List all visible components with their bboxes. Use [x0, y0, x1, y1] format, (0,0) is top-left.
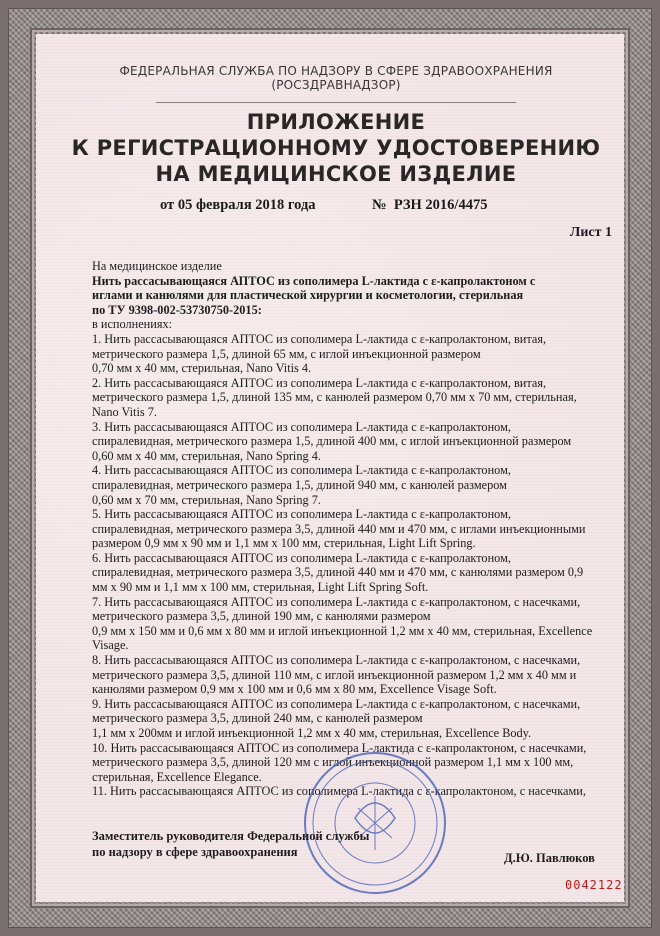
variant-item-line: 11. Нить рассасывающаяся АПТОС из сополимера L-лактида с ε-капролактоном, с насечками, — [92, 784, 586, 799]
variants-label: в исполнениях: — [92, 317, 173, 332]
variant-item-line: спиралевидная, метрического размера 3,5, длиной 440 мм и 470 мм, с иглами инъекционными — [92, 521, 586, 536]
header-divider — [156, 102, 516, 103]
registration-number — [372, 197, 487, 214]
variant-item-line: метрического размера 3,5, длиной 190 мм, с канюлями размером — [92, 609, 431, 624]
variant-item-line: мм х 90 мм и 1,1 мм х 100 мм, стерильная, Light Lift Spring Soft. — [92, 580, 429, 595]
title-line-3: НА МЕДИЦИНСКОЕ ИЗДЕЛИЕ — [155, 162, 517, 186]
official-seal — [300, 748, 450, 898]
sheet-value: 1 — [605, 225, 612, 240]
sheet-label: Лист — [569, 225, 602, 240]
sheet-number — [56, 225, 616, 241]
variant-item-line: 5. Нить рассасывающаяся АПТОС из сополимера L-лактида с ε-капролактоном, — [92, 507, 511, 522]
signatory-name: Д.Ю. Павлюков — [504, 851, 595, 865]
variant-item — [92, 507, 620, 551]
variant-item-line: 0,9 мм х 150 мм и 0,6 мм х 80 мм и иглой инъекционной 1,2 мм х 40 мм, стерильная, Excellence — [92, 623, 593, 638]
date-label: от — [160, 197, 175, 213]
variant-item-line: 1. Нить рассасывающаяся АПТОС из сополимера L-лактида с ε-капролактоном, витая, — [92, 331, 547, 346]
issue-date — [160, 197, 316, 214]
reg-label: № — [372, 197, 387, 213]
variant-item-line: 4. Нить рассасывающаяся АПТОС из сополимера L-лактида с ε-капролактоном, — [92, 463, 511, 478]
variant-item-line: 1,1 мм х 200мм и иглой инъекционной 1,2 мм х 40 мм, стерильная, Excellence Body. — [92, 726, 532, 740]
signature-block — [92, 828, 632, 865]
variant-item — [92, 463, 620, 507]
variants-list — [92, 332, 620, 799]
product-name-line-2: иглами и канюлями для пластической хирургии и косметологии, стерильная — [92, 288, 524, 303]
variant-item — [92, 420, 620, 464]
variant-item-line: метрического размера 3,5, длиной 120 мм с иглой инъекционной размером 1,1 мм х 100 мм, — [92, 755, 574, 770]
variant-item — [92, 653, 620, 697]
signatory-title-line-1: Заместитель руководителя Федеральной службы — [92, 829, 370, 843]
variant-item-line: 0,60 мм х 40 мм, стерильная, Nano Spring 4. — [92, 448, 321, 463]
intro-text: На медицинское изделие — [92, 259, 222, 273]
reg-value: РЗН 2016/4475 — [393, 197, 488, 213]
variant-item — [92, 376, 620, 420]
variant-item-line: 7. Нить рассасывающаяся АПТОС из сополимера L-лактида с ε-капролактоном, с насечками, — [92, 594, 581, 609]
serial-number: 0042122 — [565, 878, 623, 892]
variant-item — [92, 551, 620, 595]
variant-item-line: канюлями размером 0,9 мм х 100 мм и 0,6 мм х 80 мм, Excellence Visage Soft. — [92, 682, 497, 697]
variant-item-line: 6. Нить рассасывающаяся АПТОС из сополимера L-лактида с ε-капролактоном, — [92, 550, 511, 565]
product-name-line-1: Нить рассасывающаяся АПТОС из сополимера L-лактида с ε-капролактоном с — [92, 273, 536, 288]
product-name-line-3: по ТУ 9398-002-53730750-2015: — [92, 302, 262, 317]
variant-item-line: Visage. — [92, 638, 129, 653]
document-body — [92, 259, 620, 799]
document-title — [56, 109, 616, 187]
variant-item-line: метрического размера 3,5, длиной 240 мм, с канюлей размером — [92, 711, 423, 726]
variant-item-line: метрического размера 1,5, длиной 135 мм, с канюлей размером 0,70 мм х 70 мм, стерильная, — [92, 390, 577, 405]
variant-item-line: 8. Нить рассасывающаяся АПТОС из сополимера L-лактида с ε-капролактоном, с насечками, — [92, 653, 581, 668]
variant-item-line: спиралевидная, метрического размера 3,5, длиной 440 мм и 470 мм, с канюлями размером 0,9 — [92, 565, 584, 580]
agency-abbreviation: (РОСЗДРАВНАДЗОР) — [271, 78, 401, 92]
agency-name: ФЕДЕРАЛЬНАЯ СЛУЖБА ПО НАДЗОРУ В СФЕРЕ ЗДРАВООХРАНЕНИЯ — [119, 64, 553, 78]
document-content — [56, 64, 616, 799]
title-line-1: ПРИЛОЖЕНИЕ — [246, 110, 426, 134]
variant-item-line: спиралевидная, метрического размера 1,5, длиной 940 мм, с канюлей размером — [92, 477, 507, 492]
variant-item-line: 10. Нить рассасывающаяся АПТОС из сополимера L-лактида с ε-капролактоном, с насечками, — [92, 740, 587, 755]
signatory-title-line-2: по надзору в сфере здравоохранения — [92, 845, 298, 859]
variant-item-line: 3. Нить рассасывающаяся АПТОС из сополимера L-лактида с ε-капролактоном, — [92, 419, 511, 434]
variant-item-line: метрического размера 1,5, длиной 65 мм, с иглой инъекционной размером — [92, 346, 481, 361]
variant-item — [92, 595, 620, 653]
variant-item-line: Nano Vitis 7. — [92, 404, 157, 419]
variant-item-line: стерильная, Excellence Elegance. — [92, 769, 262, 784]
variant-item-line: 9. Нить рассасывающаяся АПТОС из сополимера L-лактида с ε-капролактоном, с насечками, — [92, 696, 581, 711]
variant-item-line: спиралевидная, метрического размера 1,5, длиной 400 мм, с иглой инъекционной размером — [92, 434, 572, 449]
date-registration-row — [56, 197, 616, 219]
variant-item — [92, 332, 620, 376]
title-line-2: К РЕГИСТРАЦИОННОМУ УДОСТОВЕРЕНИЮ — [71, 136, 601, 160]
variant-item-line: метрического размера 3,5, длиной 110 мм, с иглой инъекционной размером 1,2 мм х 40 мм и — [92, 667, 577, 682]
variant-item-line: размером 0,9 мм х 90 мм и 1,1 мм х 100 мм, стерильная, Light Lift Spring. — [92, 536, 476, 551]
agency-header — [56, 64, 616, 92]
date-value: 05 февраля 2018 года — [177, 197, 316, 213]
variant-item-line: 2. Нить рассасывающаяся АПТОС из сополимера L-лактида с ε-капролактоном, витая, — [92, 375, 547, 390]
variant-item-line: 0,70 мм х 40 мм, стерильная, Nano Vitis 4. — [92, 361, 312, 376]
variant-item-line: 0,60 мм х 70 мм, стерильная, Nano Spring 7. — [92, 492, 321, 507]
variant-item — [92, 697, 620, 741]
